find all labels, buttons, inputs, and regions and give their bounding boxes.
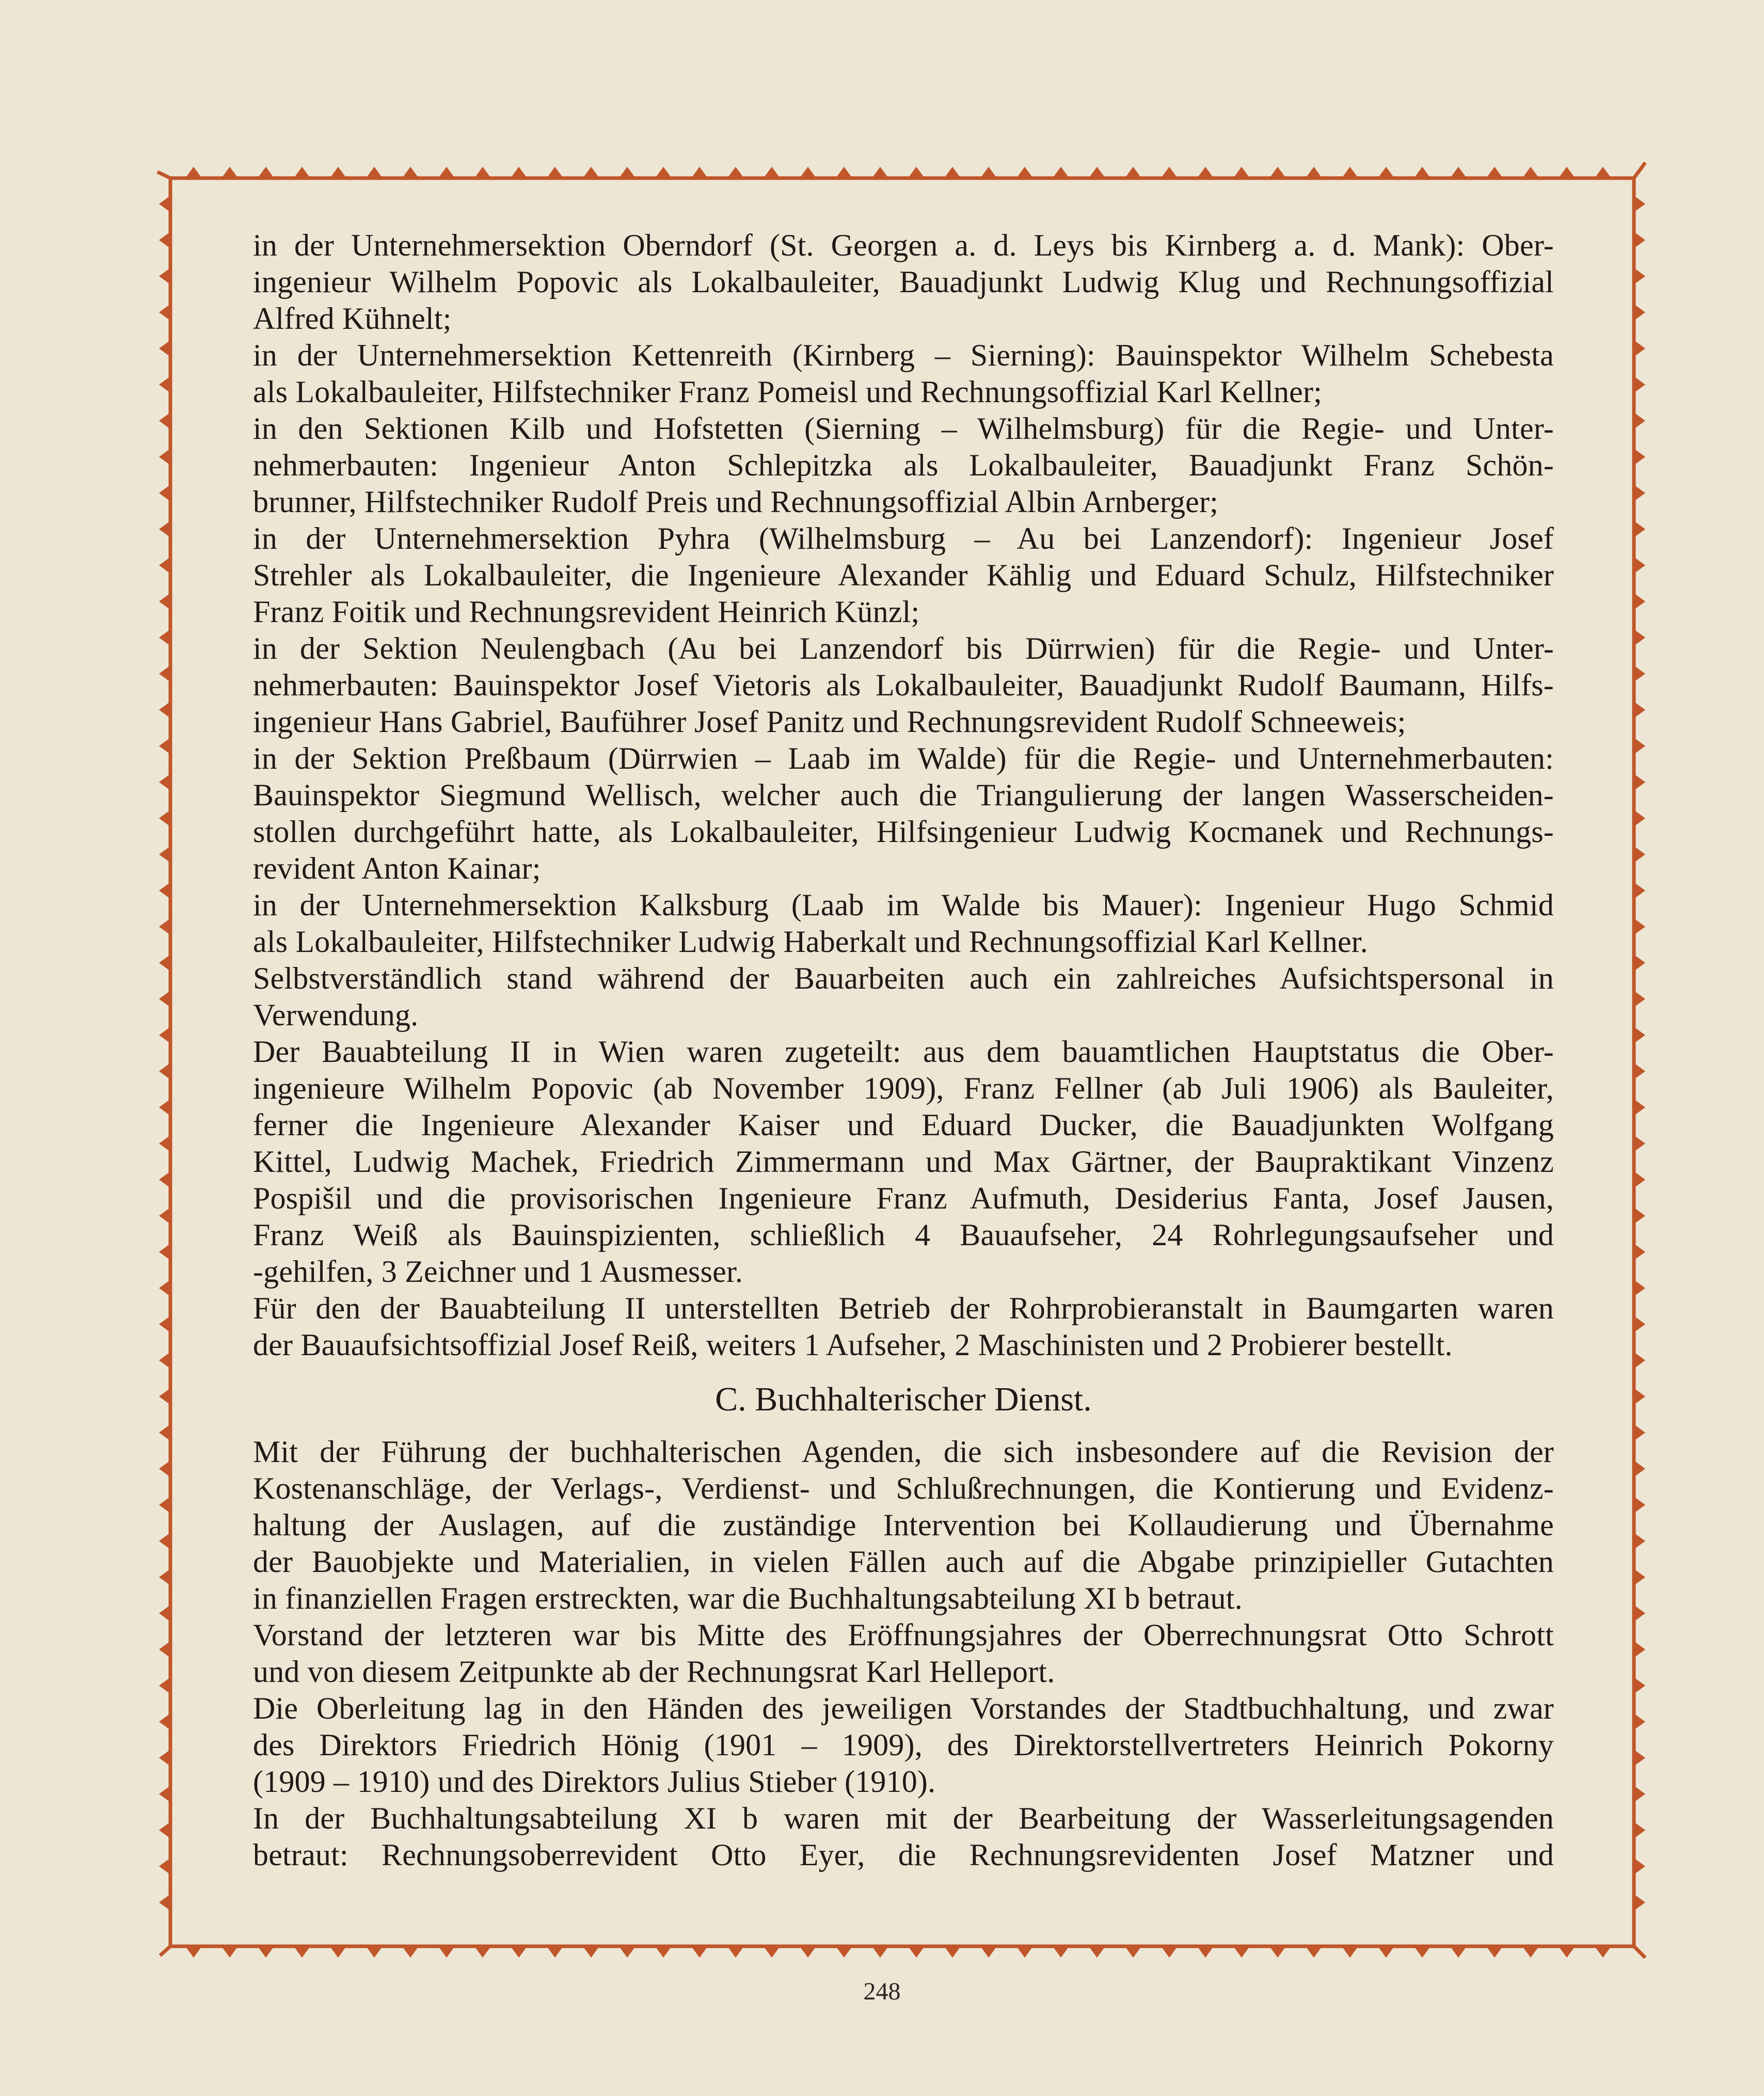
- text-line: stollen durchgeführt hatte, als Lokalbauleiter, Hilfsingenieur Ludwig Kocmanek und Rechnungs-: [253, 815, 1554, 849]
- border-tooth: [1634, 1750, 1645, 1766]
- border-tooth: [1634, 955, 1645, 971]
- border-tooth: [1634, 304, 1645, 321]
- border-tooth: [159, 1424, 170, 1441]
- paragraph: [253, 1034, 1554, 1290]
- border-tooth: [1269, 167, 1286, 178]
- border-tooth: [159, 738, 170, 754]
- border-tooth: [1306, 1946, 1322, 1958]
- border-tooth: [185, 167, 202, 178]
- text-line: Vorstand der letzteren war bis Mitte des Eröffnungsjahres der Oberrechnungsrat Otto Schrott: [253, 1618, 1554, 1652]
- border-tooth: [1634, 738, 1645, 754]
- border-tooth: [159, 1460, 170, 1477]
- border-tooth: [159, 1533, 170, 1549]
- border-tooth: [402, 1946, 419, 1958]
- border-tooth: [474, 1946, 491, 1958]
- border-tooth: [1595, 1946, 1611, 1958]
- paragraphs-top: [253, 227, 1554, 1363]
- border-tooth: [1634, 1388, 1645, 1405]
- border-tooth: [980, 1946, 997, 1958]
- text-line: in der Unternehmersektion Kettenreith (Kirnberg – Sierning): Bauinspektor Wilhelm Schebesta: [253, 338, 1554, 372]
- border-tooth: [159, 196, 170, 212]
- paragraph: [253, 1617, 1554, 1690]
- paragraph: [253, 1434, 1554, 1617]
- border-tooth: [1053, 1946, 1069, 1958]
- text-line: In der Buchhaltungsabteilung XI b waren mit der Bearbeitung der Wasserleitungsagenden: [253, 1801, 1554, 1835]
- section-heading: C. Buchhalterischer Dienst.: [715, 1380, 1092, 1418]
- border-tooth: [159, 918, 170, 935]
- border-tooth: [1634, 1822, 1645, 1838]
- text-line: in der Unternehmersektion Kalksburg (Laab im Walde bis Mauer): Ingenieur Hugo Schmid: [253, 888, 1554, 922]
- border-tooth: [1634, 1244, 1645, 1260]
- text-line: Kostenanschläge, der Verlags-, Verdienst- und Schlußrechnungen, die Kontierung und Evidenz-: [253, 1471, 1554, 1505]
- border-tooth: [159, 1208, 170, 1224]
- border-tooth: [159, 882, 170, 899]
- border-tooth: [944, 1946, 961, 1958]
- border-tooth: [159, 991, 170, 1007]
- text-line: Strehler als Lokalbauleiter, die Ingenieure Alexander Kählig und Eduard Schulz, Hilfstechniker: [253, 558, 1554, 592]
- border-tooth: [159, 1858, 170, 1875]
- border-tooth: [159, 1316, 170, 1332]
- border-tooth: [1634, 1713, 1645, 1730]
- paragraph: [253, 337, 1554, 410]
- border-tooth: [159, 1713, 170, 1730]
- text-line: als Lokalbauleiter, Hilfstechniker Franz Pomeisl und Rechnungsoffizial Karl Kellner;: [253, 375, 1323, 409]
- border-tooth: [800, 1946, 816, 1958]
- border-tooth: [511, 1946, 527, 1958]
- border-tooth: [159, 955, 170, 971]
- border-tooth: [159, 1894, 170, 1911]
- border-tooth: [159, 1244, 170, 1260]
- text-line: (1909 – 1910) und des Direktors Julius Stieber (1910).: [253, 1765, 936, 1799]
- border-tooth: [1559, 1946, 1575, 1958]
- border-tooth: [1634, 1027, 1645, 1043]
- border-tooth: [159, 304, 170, 321]
- border-tooth: [159, 1605, 170, 1622]
- border-tooth: [1634, 665, 1645, 682]
- text-line: nehmerbauten: Ingenieur Anton Schlepitzka als Lokalbauleiter, Bauadjunkt Franz Schön-: [253, 448, 1554, 482]
- text-line: Der Bauabteilung II in Wien waren zugeteilt: aus dem bauamtlichen Hauptstatus die Ober-: [253, 1035, 1554, 1069]
- text-line: Mit der Führung der buchhalterischen Agenden, die sich insbesondere auf die Revision der: [253, 1435, 1554, 1469]
- border-tooth: [294, 1946, 310, 1958]
- border-tooth: [159, 1135, 170, 1152]
- border-tooth: [258, 1946, 274, 1958]
- border-tooth: [1161, 167, 1178, 178]
- border-tooth: [438, 1946, 455, 1958]
- border-tooth: [764, 167, 780, 178]
- page-number: 248: [863, 1978, 901, 2005]
- text-line: brunner, Hilfstechniker Rudolf Preis und Rechnungsoffizial Albin Arnberger;: [253, 485, 1219, 519]
- border-tooth: [159, 1027, 170, 1043]
- border-tooth: [159, 593, 170, 610]
- paragraph: [253, 1690, 1554, 1800]
- border-tooth: [159, 1677, 170, 1694]
- text-line: des Direktors Friedrich Hönig (1901 – 1909), des Direktorstellvertreters Heinrich Pokorny: [253, 1728, 1554, 1762]
- border-tooth: [438, 167, 455, 178]
- border-tooth: [1197, 1946, 1214, 1958]
- border-tooth: [159, 629, 170, 646]
- border-tooth: [583, 1946, 599, 1958]
- text-line: haltung der Auslagen, auf die zuständige Intervention bei Kollaudierung und Übernahme: [253, 1508, 1554, 1542]
- border-tooth: [402, 167, 419, 178]
- border-tooth: [159, 1171, 170, 1188]
- border-tooth: [1634, 1569, 1645, 1585]
- border-tooth: [159, 1786, 170, 1802]
- border-tooth: [1634, 1316, 1645, 1332]
- border-tooth: [1414, 1946, 1431, 1958]
- text-line: -gehilfen, 3 Zeichner und 1 Ausmesser.: [253, 1255, 743, 1289]
- border-tooth: [1450, 1946, 1467, 1958]
- border-tooth: [1634, 1858, 1645, 1875]
- border-tooth: [1634, 1171, 1645, 1188]
- border-tooth: [159, 412, 170, 429]
- border-tooth: [159, 1352, 170, 1369]
- text-line: betraut: Rechnungsoberrevident Otto Eyer, die Rechnungsrevidenten Josef Matzner und: [253, 1838, 1554, 1872]
- border-tooth: [908, 167, 925, 178]
- paragraph: [253, 887, 1554, 960]
- border-tooth: [980, 167, 997, 178]
- border-tooth: [366, 1946, 383, 1958]
- border-tooth: [1450, 167, 1467, 178]
- border-tooth: [872, 167, 888, 178]
- border-tooth: [159, 376, 170, 393]
- text-line: ferner die Ingenieure Alexander Kaiser und Eduard Ducker, die Bauadjunkten Wolfgang: [253, 1108, 1554, 1142]
- border-tooth: [1634, 196, 1645, 212]
- border-tooth: [1125, 167, 1141, 178]
- text-body: [253, 227, 1554, 1873]
- border-tooth: [691, 1946, 708, 1958]
- border-tooth: [1053, 167, 1069, 178]
- text-line: Franz Foitik und Rechnungsrevident Heinrich Künzl;: [253, 595, 920, 629]
- border-tooth: [1634, 1641, 1645, 1658]
- text-line: Pospišil und die provisorischen Ingenieure Franz Aufmuth, Desiderius Fanta, Josef Jausen,: [253, 1181, 1554, 1215]
- border-tooth: [1559, 167, 1575, 178]
- text-line: in finanziellen Fragen erstreckten, war die Buchhaltungsabteilung XI b betraut.: [253, 1581, 1243, 1615]
- paragraph: [253, 410, 1554, 520]
- border-tooth: [1233, 167, 1250, 178]
- border-line: [1634, 1946, 1645, 1958]
- border-tooth: [330, 167, 346, 178]
- paragraph: [253, 227, 1554, 337]
- border-line: [157, 172, 170, 178]
- border-tooth: [619, 1946, 635, 1958]
- border-tooth: [1634, 376, 1645, 393]
- border-tooth: [1634, 1677, 1645, 1694]
- text-line: Franz Weiß als Bauinspizienten, schließlich 4 Bauaufseher, 24 Rohrlegungsaufseher und: [253, 1218, 1554, 1252]
- border-tooth: [159, 665, 170, 682]
- border-tooth: [1634, 1497, 1645, 1513]
- border-tooth: [159, 1822, 170, 1838]
- text-line: Selbstverständlich stand während der Bauarbeiten auch ein zahlreiches Aufsichtspersonal in: [253, 961, 1554, 995]
- border-tooth: [159, 1569, 170, 1585]
- border-tooth: [619, 167, 635, 178]
- text-line: in der Unternehmersektion Pyhra (Wilhelmsburg – Au bei Lanzendorf): Ingenieur Josef: [253, 521, 1554, 555]
- border-tooth: [1634, 1208, 1645, 1224]
- border-tooth: [1161, 1946, 1178, 1958]
- text-line: in der Sektion Preßbaum (Dürrwien – Laab im Walde) für die Regie- und Unternehmerbauten:: [253, 741, 1554, 775]
- border-tooth: [691, 167, 708, 178]
- border-tooth: [1634, 1786, 1645, 1802]
- border-tooth: [1089, 167, 1105, 178]
- border-tooth: [908, 1946, 925, 1958]
- border-tooth: [655, 167, 672, 178]
- border-tooth: [1634, 485, 1645, 501]
- border-tooth: [1634, 268, 1645, 284]
- border-tooth: [1634, 1063, 1645, 1079]
- border-tooth: [1634, 1605, 1645, 1622]
- border-tooth: [1634, 810, 1645, 827]
- border-tooth: [655, 1946, 672, 1958]
- border-tooth: [1414, 167, 1431, 178]
- border-tooth: [1634, 774, 1645, 790]
- border-tooth: [800, 167, 816, 178]
- border-tooth: [1486, 167, 1503, 178]
- border-tooth: [1634, 412, 1645, 429]
- border-tooth: [1197, 167, 1214, 178]
- border-tooth: [330, 1946, 346, 1958]
- border-tooth: [836, 1946, 852, 1958]
- border-tooth: [1378, 167, 1394, 178]
- border-tooth: [1634, 1280, 1645, 1296]
- border-tooth: [1634, 340, 1645, 357]
- border-tooth: [221, 1946, 238, 1958]
- border-tooth: [547, 167, 563, 178]
- border-tooth: [159, 810, 170, 827]
- border-tooth: [159, 774, 170, 790]
- border-tooth: [474, 167, 491, 178]
- border-tooth: [1634, 1135, 1645, 1152]
- border-tooth: [1233, 1946, 1250, 1958]
- border-tooth: [1016, 167, 1033, 178]
- border-tooth: [1269, 1946, 1286, 1958]
- border-tooth: [159, 268, 170, 284]
- border-tooth: [944, 167, 961, 178]
- border-tooth: [159, 449, 170, 465]
- border-tooth: [1342, 1946, 1358, 1958]
- border-tooth: [1634, 521, 1645, 537]
- text-line: der Bauobjekte und Materialien, in vielen Fällen auch auf die Abgabe prinzipieller Gutachten: [253, 1545, 1554, 1579]
- border-tooth: [159, 1099, 170, 1116]
- border-tooth: [511, 167, 527, 178]
- border-tooth: [1634, 991, 1645, 1007]
- border-tooth: [221, 167, 238, 178]
- border-tooth: [1634, 1424, 1645, 1441]
- border-tooth: [1634, 629, 1645, 646]
- border-tooth: [727, 1946, 744, 1958]
- border-tooth: [159, 846, 170, 863]
- text-line: in der Unternehmersektion Oberndorf (St. Georgen a. d. Leys bis Kirnberg a. d. Mank): Ober-: [253, 228, 1554, 262]
- border-tooth: [159, 1388, 170, 1405]
- text-line: Für den der Bauabteilung II unterstellten Betrieb der Rohrprobieranstalt in Baumgarten waren: [253, 1291, 1554, 1325]
- border-tooth: [159, 485, 170, 501]
- border-tooth: [727, 167, 744, 178]
- border-tooth: [366, 167, 383, 178]
- border-tooth: [159, 232, 170, 248]
- border-tooth: [1634, 1352, 1645, 1369]
- border-tooth: [159, 1280, 170, 1296]
- text-line: ingenieur Wilhelm Popovic als Lokalbauleiter, Bauadjunkt Ludwig Klug und Rechnungsoffizial: [253, 265, 1554, 299]
- border-tooth: [764, 1946, 780, 1958]
- border-tooth: [159, 702, 170, 718]
- text-line: Die Oberleitung lag in den Händen des jeweiligen Vorstandes der Stadtbuchhaltung, und zwar: [253, 1691, 1554, 1725]
- text-line: in den Sektionen Kilb und Hofstetten (Sierning – Wilhelmsburg) für die Regie- und Unter-: [253, 411, 1554, 446]
- border-tooth: [159, 557, 170, 574]
- paragraph: [253, 1800, 1554, 1873]
- paragraph: [253, 630, 1554, 740]
- border-tooth: [1634, 232, 1645, 248]
- border-tooth: [1595, 167, 1611, 178]
- border-tooth: [547, 1946, 563, 1958]
- border-tooth: [1125, 1946, 1141, 1958]
- border-tooth: [159, 1641, 170, 1658]
- border-tooth: [1634, 593, 1645, 610]
- border-line: [160, 1946, 170, 1956]
- border-tooth: [583, 167, 599, 178]
- paragraphs-bottom: [253, 1434, 1554, 1873]
- border-tooth: [1378, 1946, 1394, 1958]
- text-line: als Lokalbauleiter, Hilfstechniker Ludwig Haberkalt und Rechnungsoffizial Karl Kellner.: [253, 925, 1368, 959]
- text-line: in der Sektion Neulengbach (Au bei Lanzendorf bis Dürrwien) für die Regie- und Unter-: [253, 631, 1554, 665]
- border-tooth: [1634, 1099, 1645, 1116]
- text-line: Kittel, Ludwig Machek, Friedrich Zimmermann und Max Gärtner, der Baupraktikant Vinzenz: [253, 1145, 1554, 1179]
- text-line: Alfred Kühnelt;: [253, 301, 452, 336]
- border-tooth: [1306, 167, 1322, 178]
- paragraph: [253, 960, 1554, 1034]
- text-line: ingenieur Hans Gabriel, Bauführer Josef Panitz und Rechnungsrevident Rudolf Schneeweis;: [253, 705, 1406, 739]
- border-tooth: [1634, 702, 1645, 718]
- border-tooth: [159, 1063, 170, 1079]
- text-line: revident Anton Kainar;: [253, 851, 541, 885]
- border-tooth: [159, 1750, 170, 1766]
- text-line: ingenieure Wilhelm Popovic (ab November 1909), Franz Fellner (ab Juli 1906) als Bauleiter,: [253, 1071, 1554, 1105]
- paragraph: [253, 740, 1554, 887]
- border-tooth: [1522, 1946, 1539, 1958]
- text-line: der Bauaufsichtsoffizial Josef Reiß, weiters 1 Aufseher, 2 Maschinisten und 2 Probierer bestellt.: [253, 1328, 1453, 1362]
- text-line: und von diesem Zeitpunkte ab der Rechnungsrat Karl Helleport.: [253, 1655, 1055, 1689]
- border-tooth: [1486, 1946, 1503, 1958]
- border-tooth: [1522, 167, 1539, 178]
- border-tooth: [836, 167, 852, 178]
- border-tooth: [159, 340, 170, 357]
- border-tooth: [1634, 1460, 1645, 1477]
- border-tooth: [258, 167, 274, 178]
- text-line: Verwendung.: [253, 998, 419, 1032]
- border-tooth: [1634, 557, 1645, 574]
- border-line: [1634, 163, 1645, 178]
- paragraph: [253, 520, 1554, 630]
- border-tooth: [1089, 1946, 1105, 1958]
- border-tooth: [185, 1946, 202, 1958]
- border-tooth: [1634, 918, 1645, 935]
- border-tooth: [159, 1497, 170, 1513]
- text-line: Bauinspektor Siegmund Wellisch, welcher auch die Triangulierung der langen Wasserscheiden-: [253, 778, 1554, 812]
- border-tooth: [1634, 882, 1645, 899]
- paragraph: [253, 1290, 1554, 1363]
- border-tooth: [1634, 1533, 1645, 1549]
- border-tooth: [159, 521, 170, 537]
- border-tooth: [1634, 846, 1645, 863]
- border-tooth: [1634, 449, 1645, 465]
- border-tooth: [872, 1946, 888, 1958]
- border-tooth: [1342, 167, 1358, 178]
- border-tooth: [294, 167, 310, 178]
- border-tooth: [1016, 1946, 1033, 1958]
- border-tooth: [1634, 1894, 1645, 1911]
- text-line: nehmerbauten: Bauinspektor Josef Vietoris als Lokalbauleiter, Bauadjunkt Rudolf Baumann, Hilfs-: [253, 668, 1554, 702]
